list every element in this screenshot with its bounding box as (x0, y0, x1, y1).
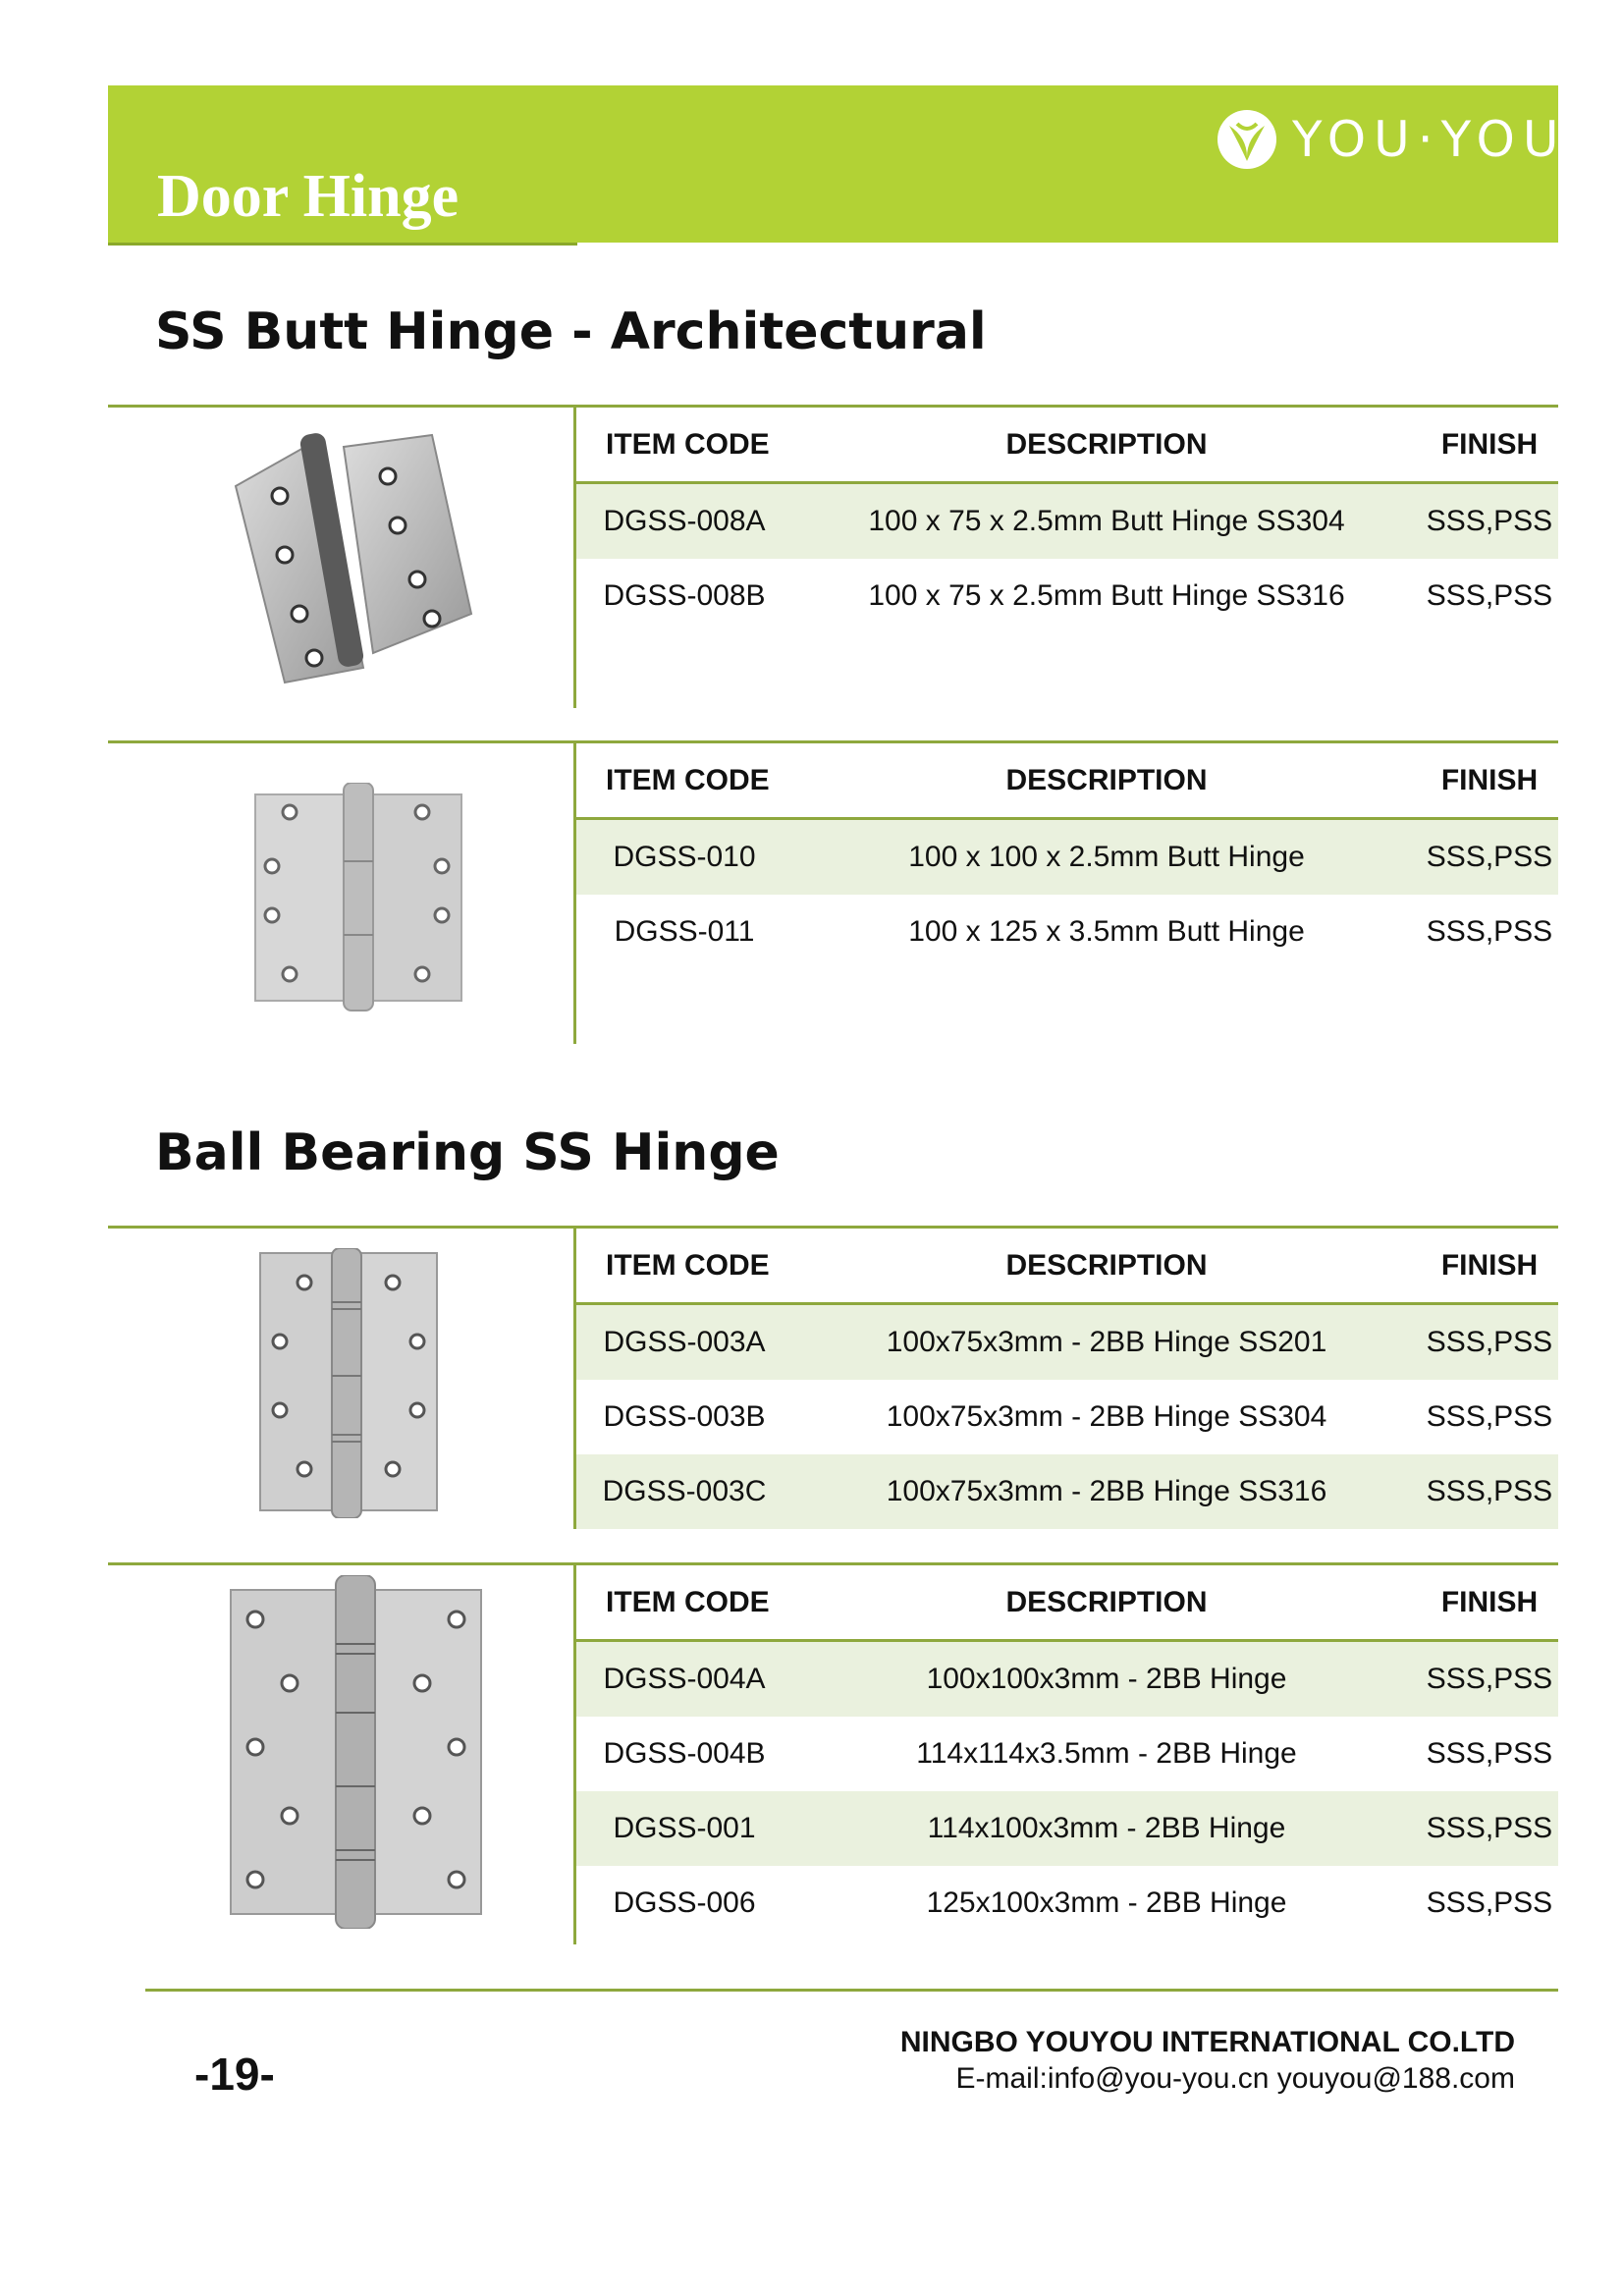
product-block-2 (108, 743, 1558, 1044)
item-code: DGSS-003C (602, 1475, 767, 1507)
table-row (576, 1791, 1558, 1866)
item-finish: SSS,PSS (1426, 505, 1553, 537)
product-table-1 (576, 408, 1558, 633)
item-description: 114x100x3mm - 2BB Hinge (927, 1812, 1286, 1844)
butt-hinge-icon (226, 417, 491, 697)
header-item-code: ITEM CODE (606, 1585, 770, 1618)
item-code: DGSS-003A (603, 1326, 766, 1358)
header-finish: FINISH (1440, 1248, 1539, 1282)
contact-email: E-mail:info@you-you.cn youyou@188.com (955, 2062, 1515, 2095)
item-description: 100x75x3mm - 2BB Hinge SS304 (886, 1400, 1327, 1433)
header-description: DESCRIPTION (1005, 1248, 1208, 1282)
table-row (576, 559, 1558, 633)
item-description: 100 x 100 x 2.5mm Butt Hinge (908, 841, 1305, 873)
header-item-code: ITEM CODE (606, 427, 770, 461)
item-code: DGSS-008A (603, 505, 766, 537)
table-row (576, 484, 1558, 559)
item-code: DGSS-004B (603, 1737, 766, 1770)
item-finish: SSS,PSS (1426, 1812, 1553, 1844)
item-code: DGSS-001 (613, 1812, 756, 1844)
section-title-ball-bearing: Ball Bearing SS Hinge (155, 1123, 780, 1182)
page-title: Door Hinge (157, 163, 460, 230)
item-code: DGSS-008B (603, 579, 766, 612)
item-finish: SSS,PSS (1426, 1475, 1553, 1507)
header-finish: FINISH (1440, 1585, 1539, 1618)
table-row (576, 1642, 1558, 1717)
table-row (576, 895, 1558, 969)
product-image (108, 1565, 573, 1944)
header-description: DESCRIPTION (1005, 763, 1208, 796)
item-finish: SSS,PSS (1426, 1886, 1553, 1919)
item-finish: SSS,PSS (1426, 1400, 1553, 1433)
item-finish: SSS,PSS (1426, 1326, 1553, 1358)
ball-bearing-hinge-icon (226, 1575, 486, 1929)
footer-divider (145, 1989, 1558, 1992)
table-header (576, 1565, 1558, 1639)
section-title-butt-hinge: SS Butt Hinge - Architectural (155, 302, 987, 361)
butt-hinge-icon (250, 783, 466, 1013)
product-table-3 (576, 1229, 1558, 1529)
item-code: DGSS-011 (614, 915, 755, 948)
header-description: DESCRIPTION (1005, 1585, 1208, 1618)
table-header (576, 1229, 1558, 1302)
item-description: 125x100x3mm - 2BB Hinge (926, 1886, 1287, 1919)
table-row (576, 820, 1558, 895)
header-finish: FINISH (1440, 427, 1539, 461)
table-row (576, 1866, 1558, 1941)
item-finish: SSS,PSS (1426, 579, 1553, 612)
product-image (108, 408, 573, 708)
item-description: 100 x 125 x 3.5mm Butt Hinge (908, 915, 1305, 948)
item-code: DGSS-003B (603, 1400, 766, 1433)
product-block-1 (108, 408, 1558, 708)
product-table-4 (576, 1565, 1558, 1941)
logo-text: YOU·YOU (1292, 111, 1567, 168)
item-code: DGSS-010 (613, 841, 756, 873)
item-finish: SSS,PSS (1426, 1663, 1553, 1695)
table-row (576, 1380, 1558, 1454)
header-item-code: ITEM CODE (606, 1248, 770, 1282)
youyou-logo-icon (1216, 108, 1278, 171)
table-header (576, 408, 1558, 481)
product-block-3 (108, 1229, 1558, 1529)
header-item-code: ITEM CODE (606, 763, 770, 796)
table-row (576, 1717, 1558, 1791)
header-banner (108, 85, 1567, 243)
table-header (576, 743, 1558, 817)
page-number: -19- (194, 2049, 275, 2100)
item-code: DGSS-006 (613, 1886, 756, 1919)
product-table-2 (576, 743, 1558, 969)
product-image (108, 743, 573, 1044)
product-block-4 (108, 1565, 1558, 1944)
item-finish: SSS,PSS (1426, 1737, 1553, 1770)
table-row (576, 1305, 1558, 1380)
product-image (108, 1229, 573, 1529)
item-description: 100x75x3mm - 2BB Hinge SS201 (886, 1326, 1327, 1358)
table-row (576, 1454, 1558, 1529)
item-code: DGSS-004A (603, 1663, 766, 1695)
brand-logo (1216, 105, 1566, 174)
title-underline (108, 243, 577, 246)
item-description: 100x75x3mm - 2BB Hinge SS316 (886, 1475, 1327, 1507)
item-description: 114x114x3.5mm - 2BB Hinge (916, 1737, 1297, 1770)
item-finish: SSS,PSS (1426, 915, 1553, 948)
item-finish: SSS,PSS (1426, 841, 1553, 873)
company-name: NINGBO YOUYOU INTERNATIONAL CO.LTD (899, 2026, 1515, 2058)
item-description: 100 x 75 x 2.5mm Butt Hinge SS316 (868, 579, 1345, 612)
ball-bearing-hinge-icon (255, 1248, 442, 1518)
item-description: 100x100x3mm - 2BB Hinge (926, 1663, 1287, 1695)
item-description: 100 x 75 x 2.5mm Butt Hinge SS304 (868, 505, 1345, 537)
header-description: DESCRIPTION (1005, 427, 1208, 461)
header-finish: FINISH (1440, 763, 1539, 796)
